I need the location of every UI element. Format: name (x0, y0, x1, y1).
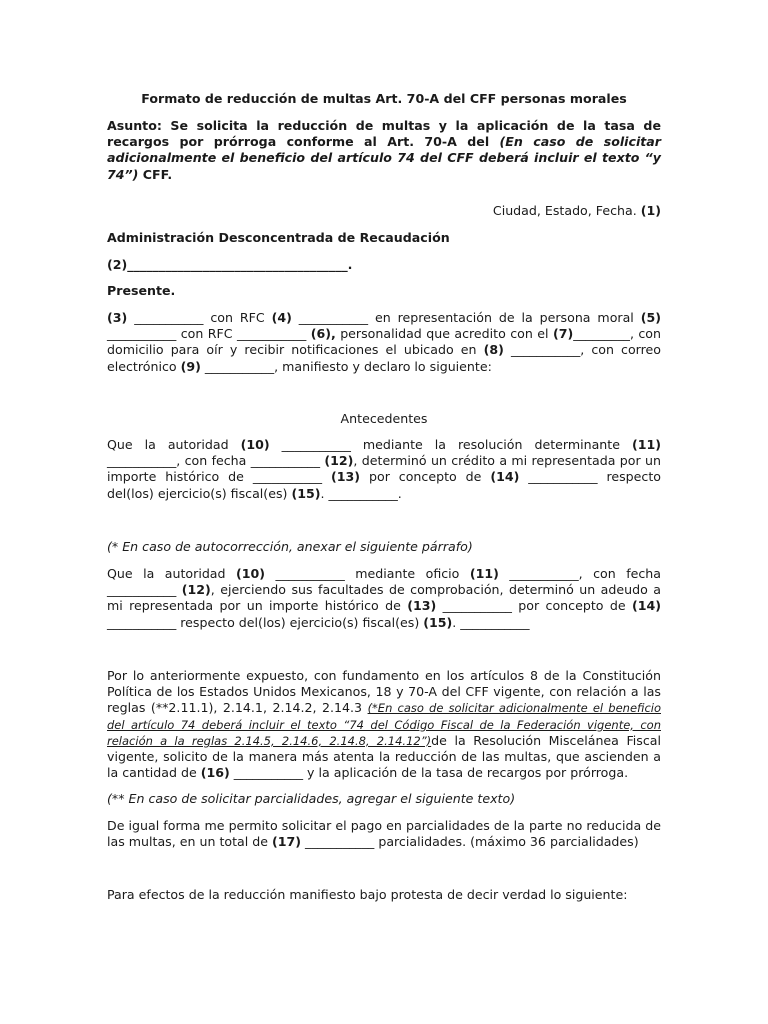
field-number: (13) (331, 469, 361, 485)
text-run: . ___________. (320, 485, 402, 501)
instruction-note: (*En caso de solicitar adicionalmente el beneficio del artículo 74 deberá incluir el texto “74 del Código Fiscal de la Federación vigente, con relación a la reglas 2.14.5, 2.14.6, 2.14.8, 2.14.12”) (107, 701, 661, 748)
field-number: (7) (552, 326, 574, 342)
text-run: personalidad que acredito con el (335, 326, 553, 342)
text-run: ___________, con fecha ___________ (107, 566, 661, 598)
field-number: (14) (631, 598, 661, 614)
field-number: (6), (310, 326, 336, 342)
text-run: ___________ con RFC (127, 310, 272, 325)
text-run: ___________, manifiesto y declaro lo siguiente: (200, 358, 492, 374)
text-run: ___________ y la aplicación de la tasa de recargos por prórroga. (229, 765, 629, 781)
closing-statement: Para efectos de la reducción manifiesto bajo protesta de decir verdad lo siguiente: (107, 887, 628, 902)
text-run: , ejerciendo sus facultades de comprobación, determinó un adeudo a mi representada por un importe histórico de (107, 582, 661, 614)
antecedentes-paragraph (107, 437, 661, 502)
field-number: (17) (272, 834, 302, 850)
field-number: (12) (324, 453, 354, 469)
autocorreccion-paragraph (107, 566, 661, 631)
field-number: (11) (631, 437, 662, 452)
presente-label: Presente. (107, 283, 176, 298)
field-number: (10) (240, 437, 270, 452)
field-number: (9) (180, 358, 201, 374)
text-run: ___________ con RFC ___________ (107, 326, 311, 342)
text-run: ___________, con correo electrónico (107, 342, 661, 374)
field-number: (15) (423, 614, 453, 630)
parcialidades-paragraph (107, 818, 661, 850)
text-run: de la Resolución Miscelánea Fiscal vigente, solicito de la manera más atenta la reducción de las multas, que ascienden a la cantidad de (107, 732, 661, 781)
text-run: . ___________ (452, 614, 530, 630)
asunto-paragraph: Asunto: Se solicita la reducción de multas y la aplicación de la tasa de recargos por prórroga conforme al Art. 70-A del (En caso de solicitar adicionalmente el beneficio del artículo 74 del CFF deberá incluir el texto “y 74”) CFF. (107, 118, 661, 182)
office-name: Administración Desconcentrada de Recaudación (107, 230, 450, 245)
text-run: ___________ respecto del(los) ejercicio(s) fiscal(es) (107, 614, 424, 630)
text-run: ___________ mediante oficio (265, 566, 470, 581)
text-run: _________, con domicilio para oír y recibir notificaciones el ubicado en (107, 326, 661, 358)
field-number: (3) (107, 310, 128, 325)
field-number: (16) (200, 765, 230, 781)
field-number: (14) (490, 469, 520, 485)
representation-paragraph (107, 310, 661, 375)
text-run: ___________ respecto del(los) ejercicio(s) fiscal(es) (107, 469, 661, 501)
text-run: , determinó un crédito a mi representada por un importe histórico de ___________ (107, 453, 661, 485)
field-number: (8) (483, 342, 504, 358)
text-run: ___________ por concepto de (436, 598, 632, 614)
field-number: (10) (236, 566, 266, 581)
document-title: Formato de reducción de multas Art. 70-A del CFF personas morales (141, 91, 627, 106)
field-number: (4) (271, 310, 292, 325)
field-number: (15) (291, 485, 321, 501)
field-number: (5) (640, 310, 661, 325)
text-run: Por lo anteriormente expuesto, con fundamento en los artículos 8 de la Constitución Política de los Estados Unidos Mexicanos, 18 y 70-A del CFF vigente, con relación a las reglas (**2.11.1), 2.14.1, 2.14.2, 2.14.3 (107, 668, 661, 716)
place-date: Ciudad, Estado, Fecha. (1) (492, 203, 661, 218)
text-run: ___________ mediante la resolución determinante (269, 437, 632, 452)
autocorreccion-note: (* En caso de autocorrección, anexar el siguiente párrafo) (107, 539, 473, 554)
antecedentes-heading: Antecedentes (340, 411, 428, 426)
office-field-line: (2)___________________________________. (107, 257, 353, 272)
text-run: ___________, con fecha ___________ (107, 453, 325, 469)
request-paragraph (107, 668, 661, 781)
text-run: ___________ en representación de la persona moral (291, 310, 641, 325)
text-run: Que la autoridad (107, 437, 241, 452)
text-run: Que la autoridad (107, 566, 236, 581)
parcialidades-note: (** En caso de solicitar parcialidades, agregar el siguiente texto) (107, 791, 516, 806)
field-number: (13) (407, 598, 437, 614)
field-number: (12) (181, 582, 211, 598)
text-run: por concepto de (360, 469, 491, 485)
text-run: ___________ parcialidades. (máximo 36 parcialidades) (301, 834, 639, 850)
text-run: De igual forma me permito solicitar el pago en parcialidades de la parte no reducida de las multas, en un total de (107, 818, 661, 850)
field-number: (11) (469, 566, 499, 581)
